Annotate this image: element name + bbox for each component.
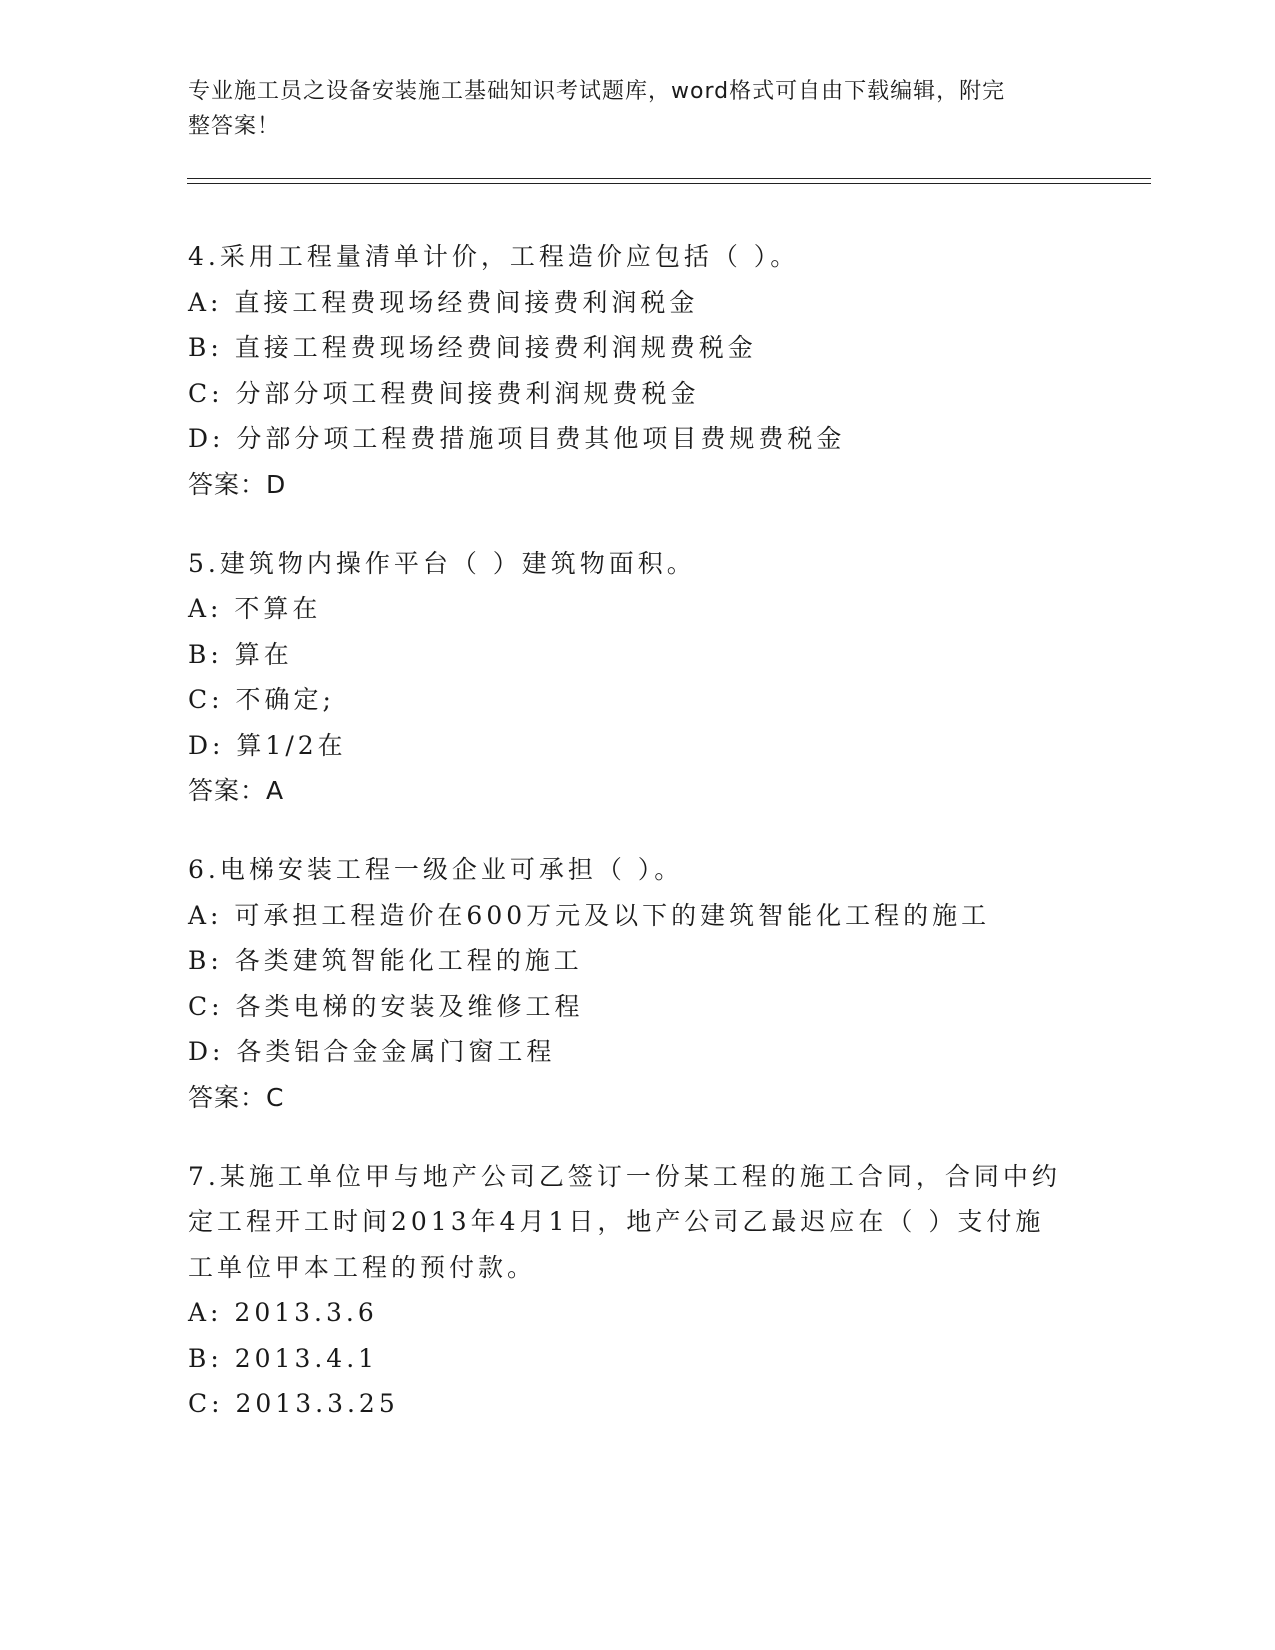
question-stem: 5.建筑物内操作平台（ ）建筑物面积。 [188,548,696,578]
question-stem-line-2: 定工程开工时间2013年4月1日，地产公司乙最迟应在（ ）支付施 [188,1207,1045,1236]
option-b: B: 2013.4.1 [188,1343,379,1373]
question-5 [188,541,1088,814]
header-line-2: 整答案！ [188,114,281,139]
option-d: D: 各类铝合金金属门窗工程 [188,1037,556,1066]
option-c: C: 各类电梯的安装及维修工程 [188,991,584,1021]
option-c: C: 2013.3.25 [188,1389,399,1418]
option-c: C: 不确定; [188,685,335,714]
option-a: A: 不算在 [188,594,322,623]
option-a: A: 直接工程费现场经费间接费利润税金 [188,287,699,317]
option-b: B: 算在 [188,639,293,669]
question-4 [188,234,1088,507]
option-b: B: 直接工程费现场经费间接费利润规费税金 [188,333,757,362]
option-a: A: 可承担工程造价在600万元及以下的建筑智能化工程的施工 [188,900,991,930]
option-d: D: 分部分项工程费措施项目费其他项目费规费税金 [188,424,846,453]
answer-label: 答案：D [188,469,287,499]
question-stem: 4.采用工程量清单计价，工程造价应包括（ ）。 [188,242,800,271]
option-a: A: 2013.3.6 [188,1298,378,1327]
answer-label: 答案：C [188,1082,285,1112]
header-divider-bottom [187,183,1151,184]
question-stem-line-3: 工单位甲本工程的预付款。 [188,1252,537,1282]
question-6 [188,847,1088,1120]
option-c: C: 分部分项工程费间接费利润规费税金 [188,378,700,408]
option-b: B: 各类建筑智能化工程的施工 [188,946,583,975]
question-stem-line-1: 7.某施工单位甲与地产公司乙签订一份某工程的施工合同，合同中约 [188,1161,1061,1191]
question-list [188,234,1088,1461]
option-d: D: 算1/2在 [188,730,347,760]
question-7 [188,1154,1088,1427]
header-divider-top [187,178,1151,179]
header-line-1: 专业施工员之设备安装施工基础知识考试题库，word格式可自由下载编辑，附完 [188,79,1006,104]
answer-label: 答案：A [188,776,285,805]
question-stem: 6.电梯安装工程一级企业可承担（ ）。 [188,855,684,884]
document-header [188,74,1068,144]
